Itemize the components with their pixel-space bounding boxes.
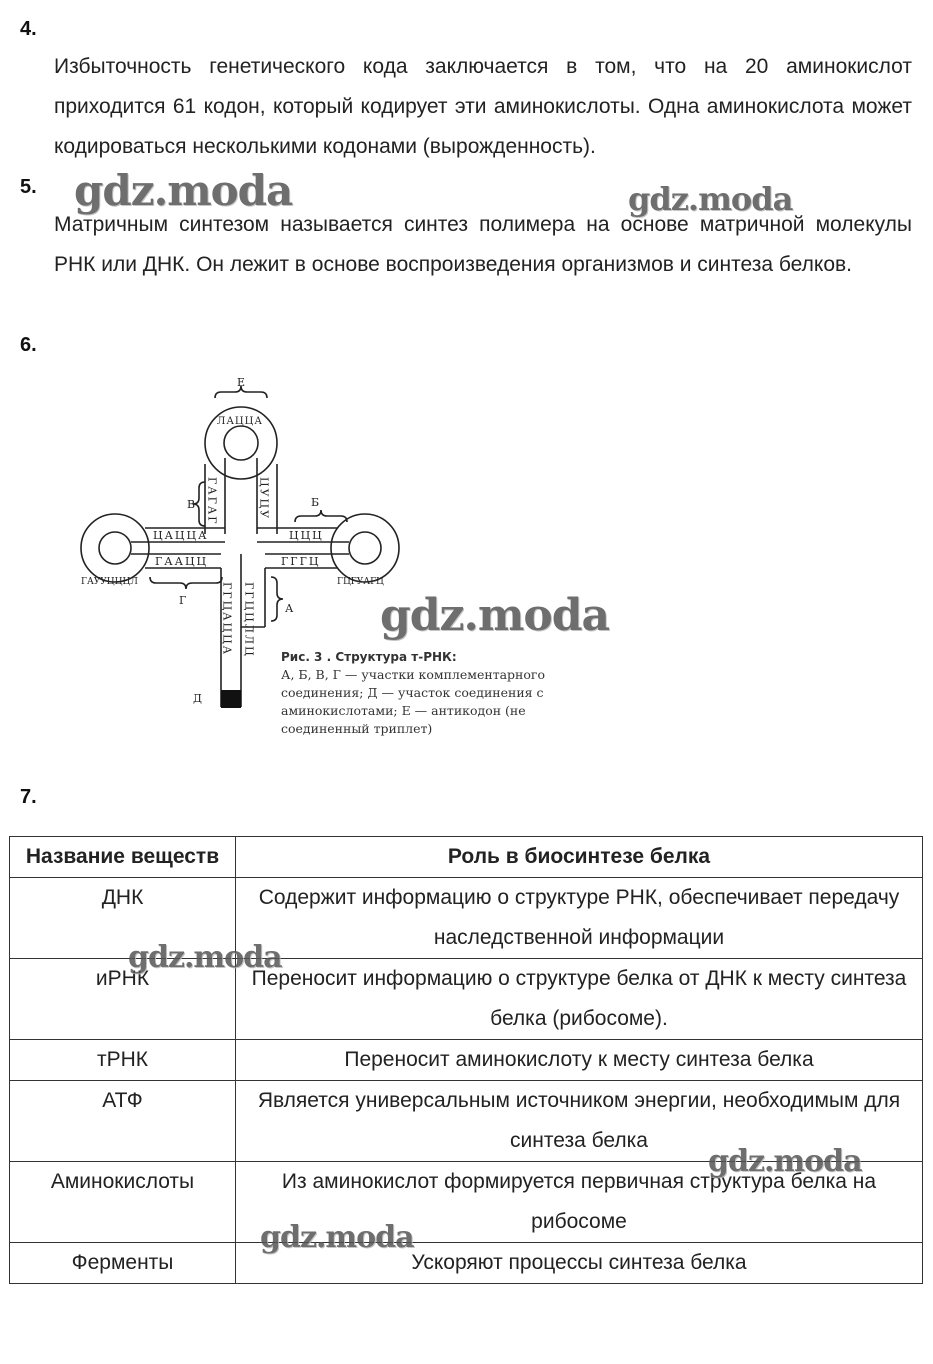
right-loop-inner [349,532,381,564]
right-loop-sequence: ГЦГУАГЦ [337,577,384,587]
watermark: gdz.moda [628,180,793,218]
substance-name: Аминокислоты [10,1162,236,1243]
watermark: gdz.moda [74,166,293,215]
table-row [10,1040,923,1081]
anticodon-loop-sequence: ЛАЦЦА [217,416,263,427]
right-row-bottom-sequence: ГГГЦ [281,555,321,568]
section-number-5: 5. [20,176,37,198]
table-row [10,1243,923,1284]
acceptor-end-block [221,690,241,708]
table-row [10,878,923,959]
substance-role: Ускоряют процессы синтеза белка [236,1243,923,1284]
substance-role: Из аминокислот формируется первичная структура белка на рибосоме [236,1162,923,1243]
answer-5-text: Матричным синтезом называется синтез полимера на основе матричной молекулы РНК или ДНК. Он лежит в основе воспроизведения организмов и синтеза белков. [54,213,912,276]
table-row [10,959,923,1040]
figure-caption [281,648,561,738]
substance-name: Ферменты [10,1243,236,1284]
label-a: А [285,602,294,615]
left-loop-sequence: ГАУУЦЦЦЛ [81,577,138,587]
substance-role: Является универсальным источником энергии, необходимым для синтеза белка [236,1081,923,1162]
section-number-6: 6. [20,334,37,356]
substances-table [9,836,923,1284]
anticodon-loop-inner [224,426,258,460]
label-v: В [187,498,196,511]
substance-name: АТФ [10,1081,236,1162]
substance-role: Переносит аминокислоту к месту синтеза белка [236,1040,923,1081]
label-e: Е [237,376,246,389]
acceptor-sequence-2: ГГЦЦЛЛЦ [242,582,256,658]
table-row [10,1162,923,1243]
substance-name: ДНК [10,878,236,959]
substance-role: Переносит информацию о структуре белка от ДНК к месту синтеза белка (рибосоме). [236,959,923,1040]
label-b: Б [311,496,320,509]
left-row-bottom-sequence: ГААЦЦ [155,555,209,568]
substance-name: тРНК [10,1040,236,1081]
table-header-row [10,837,923,878]
section-number-7: 7. [20,786,37,808]
section-number-4: 4. [20,18,37,40]
header-role: Роль в биосинтезе белка [236,837,923,878]
figure-caption-text: А, Б, В, Г — участки комплементарного соединения; Д — участок соединения с аминокислотами; Е — антикодон (не соединенный триплет) [281,667,545,736]
stem-sequence-left: ГАГАГ [205,477,219,526]
substance-role: Содержит информацию о структуре РНК, обеспечивает передачу наследственной информации [236,878,923,959]
answer-4-text: Избыточность генетического кода заключается в том, что на 20 аминокислот приходится 61 кодон, который кодирует эти аминокислоты. Одна аминокислота может кодироваться несколькими кодонами (вырожденность). [54,55,912,158]
table-row [10,1081,923,1162]
figure-caption-title: Рис. 3 . Структура т-РНК: [281,650,457,664]
right-loop-outer [331,514,399,582]
watermark: gdz.moda [708,1144,862,1179]
left-row-top-sequence: ЦАЦЦА [153,529,209,542]
stem-sequence-right: ЦУЦУ [257,477,271,521]
substance-name: иРНК [10,959,236,1040]
header-substance-name: Название веществ [10,837,236,878]
label-d: Д [193,692,202,705]
left-loop-outer [81,514,149,582]
acceptor-sequence: ГГЦАЦЦА [220,582,234,657]
left-loop-inner [99,532,131,564]
watermark: gdz.moda [260,1220,414,1255]
label-g: Г [179,594,187,607]
right-row-top-sequence: ЦЦЦ [289,529,324,542]
watermark: gdz.moda [380,590,610,641]
watermark: gdz.moda [128,940,282,975]
